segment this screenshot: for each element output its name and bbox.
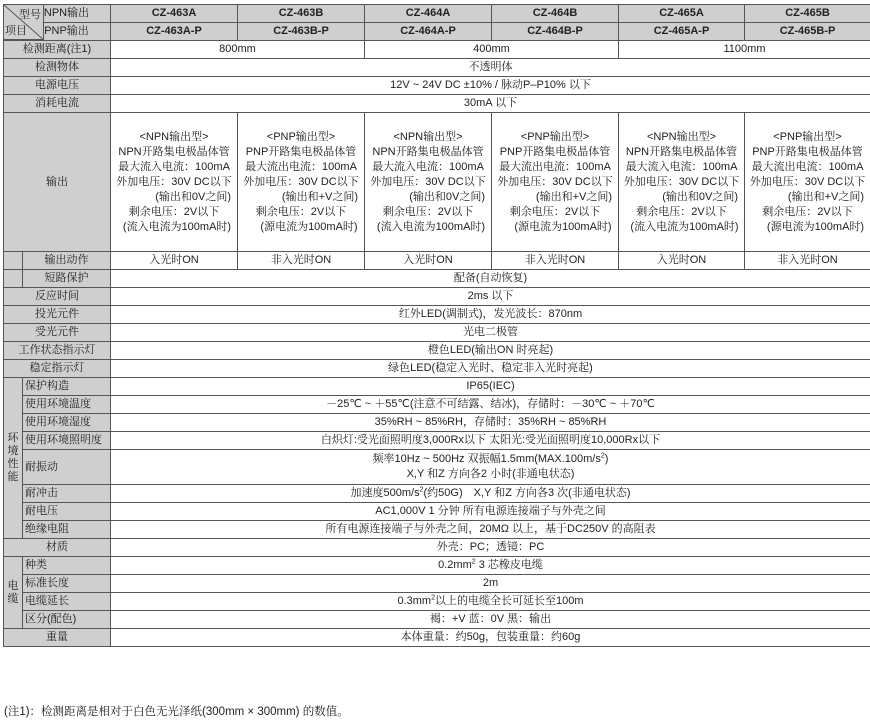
distance-465: 1100mm <box>619 41 870 59</box>
cable-type-value: $0.2mm^2$ 3 芯橡皮电缆 <box>111 557 870 575</box>
model-npn-5: CZ-465A <box>619 5 745 23</box>
distance-464: 400mm <box>365 41 619 59</box>
output-action-5: 入光时ON <box>619 252 745 270</box>
model-npn-6: CZ-465B <box>745 5 870 23</box>
model-pnp-2: CZ-463B-P <box>238 23 365 41</box>
withstand-value: AC1,000V 1 分钟 所有电源连接端子与外壳之间 <box>111 503 870 521</box>
footnote: (注1)：检测距离是相对于白色无光泽纸(300mm × 300mm) 的数值。 <box>4 706 349 718</box>
emitter-value: 红外LED(调制式)，发光波长：870nm <box>111 306 870 324</box>
model-npn-4: CZ-464B <box>492 5 619 23</box>
output-spec-npn-1: <NPN输出型> NPN开路集电极晶体管 最大流入电流：100mA 外加电压：30V DC以下 (输出和0V之间) 剩余电压：2V以下 (流入电流为100mA时) <box>111 113 238 252</box>
cable-length-value: 2m <box>111 575 870 593</box>
row-label-response: 反应时间 <box>4 288 111 306</box>
row-label-cable-type: 种类 <box>23 557 111 575</box>
row-label-object: 检测物体 <box>4 59 111 77</box>
output-group-spacer <box>4 252 23 270</box>
vibration-value: 频率10Hz ~ 500Hz 双振幅$1.5mm(MAX.100m/s^2)$ X,Y 和Z 方向各2 小时(非通电状态) <box>111 450 870 485</box>
row-label-vibration: 耐振动 <box>23 450 111 485</box>
current-value: 30mA 以下 <box>111 95 870 113</box>
output-action-4: 非入光时ON <box>492 252 619 270</box>
corner-label-item: 项目 <box>5 25 27 37</box>
insulation-value: 所有电源连接端子与外壳之间，20MΩ 以上，基于DC250V 的高阻表 <box>111 521 870 539</box>
output-spec-pnp-1: <PNP输出型> PNP开路集电极晶体管 最大流出电流：100mA 外加电压：30V DC以下 (输出和+V之间) 剩余电压：2V以下 (源电流为100mA时) <box>238 113 365 252</box>
row-label-humidity: 使用环境湿度 <box>23 414 111 432</box>
cable-extension-value: $0.3mm^2$以上的电缆全长可延长至100m <box>111 593 870 611</box>
header-corner-overlay <box>3 4 44 40</box>
response-value: 2ms 以下 <box>111 288 870 306</box>
row-label-withstand: 耐电压 <box>23 503 111 521</box>
output-action-6: 非入光时ON <box>745 252 870 270</box>
model-pnp-3: CZ-464A-P <box>365 23 492 41</box>
output-spec-npn-3: <NPN输出型> NPN开路集电极晶体管 最大流入电流：100mA 外加电压：30V DC以下 (输出和0V之间) 剩余电压：2V以下 (流入电流为100mA时) <box>619 113 745 252</box>
shock-value: 加速度$500m/s^2$(约50G) X,Y 和Z 方向各3 次(非通电状态) <box>111 485 870 503</box>
model-pnp-1: CZ-463A-P <box>111 23 238 41</box>
weight-value: 本体重量：约50g，包装重量：约60g <box>111 629 870 647</box>
protection-value: IP65(IEC) <box>111 378 870 396</box>
model-npn-1: CZ-463A <box>111 5 238 23</box>
object-value: 不透明体 <box>111 59 870 77</box>
row-label-output-action: 输出动作 <box>23 252 111 270</box>
row-label-receiver: 受光元件 <box>4 324 111 342</box>
temp-value: －25℃ ~ ＋55℃(注意不可结露、结冰)，存储时：－30℃ ~ ＋70℃ <box>111 396 870 414</box>
row-label-shock: 耐冲击 <box>23 485 111 503</box>
header-pnp-label: PNP输出 <box>23 23 111 41</box>
distance-463: 800mm <box>111 41 365 59</box>
model-pnp-4: CZ-464B-P <box>492 23 619 41</box>
row-label-op-indicator: 工作状态指示灯 <box>4 342 111 360</box>
row-label-cable-color: 区分(配色) <box>23 611 111 629</box>
group-label-cable: 电缆 <box>4 557 23 629</box>
output-spec-pnp-2: <PNP输出型> PNP开路集电极晶体管 最大流出电流：100mA 外加电压：30V DC以下 (输出和+V之间) 剩余电压：2V以下 (源电流为100mA时) <box>492 113 619 252</box>
spec-table <box>3 4 870 647</box>
row-label-emitter: 投光元件 <box>4 306 111 324</box>
row-label-current: 消耗电流 <box>4 95 111 113</box>
row-label-material: 材质 <box>4 539 111 557</box>
output-spec-npn-2: <NPN输出型> NPN开路集电极晶体管 最大流入电流：100mA 外加电压：30V DC以下 (输出和0V之间) 剩余电压：2V以下 (流入电流为100mA时) <box>365 113 492 252</box>
stable-indicator-value: 绿色LED(稳定入光时、稳定非入光时亮起) <box>111 360 870 378</box>
short-protect-value: 配备(自动恢复) <box>111 270 870 288</box>
output-group-spacer-2 <box>4 270 23 288</box>
model-pnp-5: CZ-465A-P <box>619 23 745 41</box>
op-indicator-value: 橙色LED(输出ON 时亮起) <box>111 342 870 360</box>
illuminance-value: 白炽灯:受光面照明度3,000Rx以下 太阳光:受光面照明度10,000Rx以下 <box>111 432 870 450</box>
voltage-value: 12V ~ 24V DC ±10% / 脉动P–P10% 以下 <box>111 77 870 95</box>
cable-color-value: 褐：+V 蓝：0V 黑：输出 <box>111 611 870 629</box>
row-label-protection: 保护构造 <box>23 378 111 396</box>
header-npn-label: NPN输出 <box>23 5 111 23</box>
row-label-temp: 使用环境温度 <box>23 396 111 414</box>
receiver-value: 光电二极管 <box>111 324 870 342</box>
humidity-value: 35%RH ~ 85%RH，存储时：35%RH ~ 85%RH <box>111 414 870 432</box>
row-label-weight: 重量 <box>4 629 111 647</box>
model-pnp-6: CZ-465B-P <box>745 23 870 41</box>
row-label-insulation: 绝缘电阻 <box>23 521 111 539</box>
row-label-voltage: 电源电压 <box>4 77 111 95</box>
group-label-env: 环境性能 <box>4 378 23 539</box>
corner-label-model: 型号 <box>19 9 41 21</box>
row-label-short-protect: 短路保护 <box>23 270 111 288</box>
row-label-cable-extension: 电缆延长 <box>23 593 111 611</box>
model-npn-2: CZ-463B <box>238 5 365 23</box>
output-action-1: 入光时ON <box>111 252 238 270</box>
row-label-output: 输出 <box>4 113 111 252</box>
row-label-distance: 检测距离(注1) <box>4 41 111 59</box>
output-action-3: 入光时ON <box>365 252 492 270</box>
material-value: 外壳：PC；透镜：PC <box>111 539 870 557</box>
row-label-cable-length: 标准长度 <box>23 575 111 593</box>
model-npn-3: CZ-464A <box>365 5 492 23</box>
output-spec-pnp-3: <PNP输出型> PNP开路集电极晶体管 最大流出电流：100mA 外加电压：30V DC以下 (输出和+V之间) 剩余电压：2V以下 (源电流为100mA时) <box>745 113 870 252</box>
row-label-stable-indicator: 稳定指示灯 <box>4 360 111 378</box>
row-label-illuminance: 使用环境照明度 <box>23 432 111 450</box>
output-action-2: 非入光时ON <box>238 252 365 270</box>
